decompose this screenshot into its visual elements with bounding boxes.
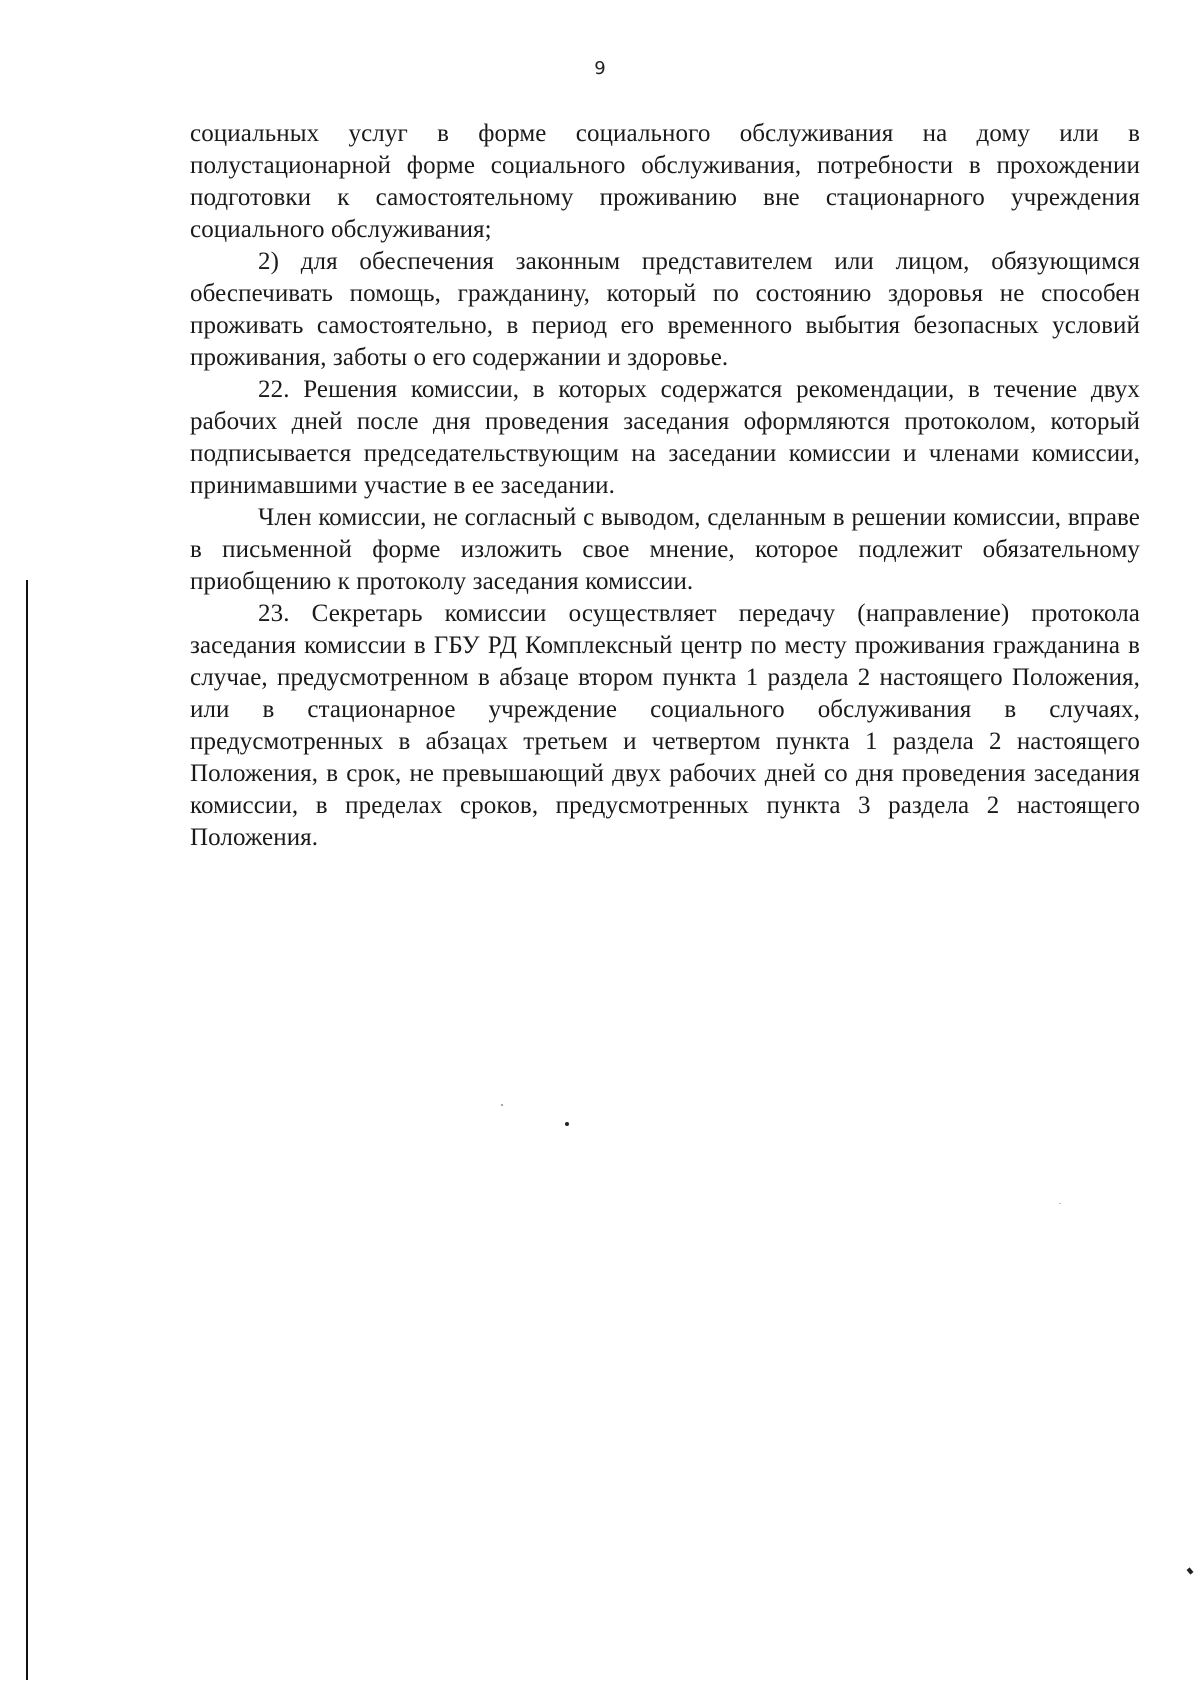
scan-speck [565,1122,569,1126]
document-body [190,118,1140,854]
scan-speck [1059,1203,1061,1204]
paragraph-continuation: социальных услуг в форме социального обслуживания на дому или в полустационарной форме социального обслуживания, потребности в прохождении подготовки к самостоятельному проживанию вне стационарного учреждения социального обслуживания; [190,120,1140,243]
scan-edge-mark [1187,1567,1194,1574]
paragraph-item-2: 2) для обеспечения законным представителем или лицом, обязующимся обеспечивать помощь, гражданину, который по состоянию здоровья не способен проживать самостоятельно, в период его временного выбытия безопасных условий проживания, заботы о его содержании и здоровье. [190,248,1140,371]
paragraph-dissent: Член комиссии, не согласный с выводом, сделанным в решении комиссии, вправе в письменной форме изложить свое мнение, которое подлежит обязательному приобщению к протоколу заседания комиссии. [190,504,1140,595]
paragraph-clause-22: 22. Решения комиссии, в которых содержатся рекомендации, в течение двух рабочих дней после дня проведения заседания оформляются протоколом, который подписывается председательствующим на заседании комиссии и членами комиссии, принимавшими участие в ее заседании. [190,376,1140,499]
paragraph-clause-23: 23. Секретарь комиссии осуществляет передачу (направление) протокола заседания комиссии в ГБУ РД Комплексный центр по месту проживания гражданина в случае, предусмотренном в абзаце втором пункта 1 раздела 2 настоящего Положения, или в стационарное учреждение социального обслуживания в случаях, предусмотренных в абзацах третьем и четвертом пункта 1 раздела 2 настоящего Положения, в срок, не превышающий двух рабочих дней со дня проведения заседания комиссии, в пределах сроков, предусмотренных пункта 3 раздела 2 настоящего Положения. [190,600,1140,851]
scan-speck [501,1104,503,1106]
page-number: 9 [594,58,606,79]
scan-binding-edge [26,580,28,1680]
